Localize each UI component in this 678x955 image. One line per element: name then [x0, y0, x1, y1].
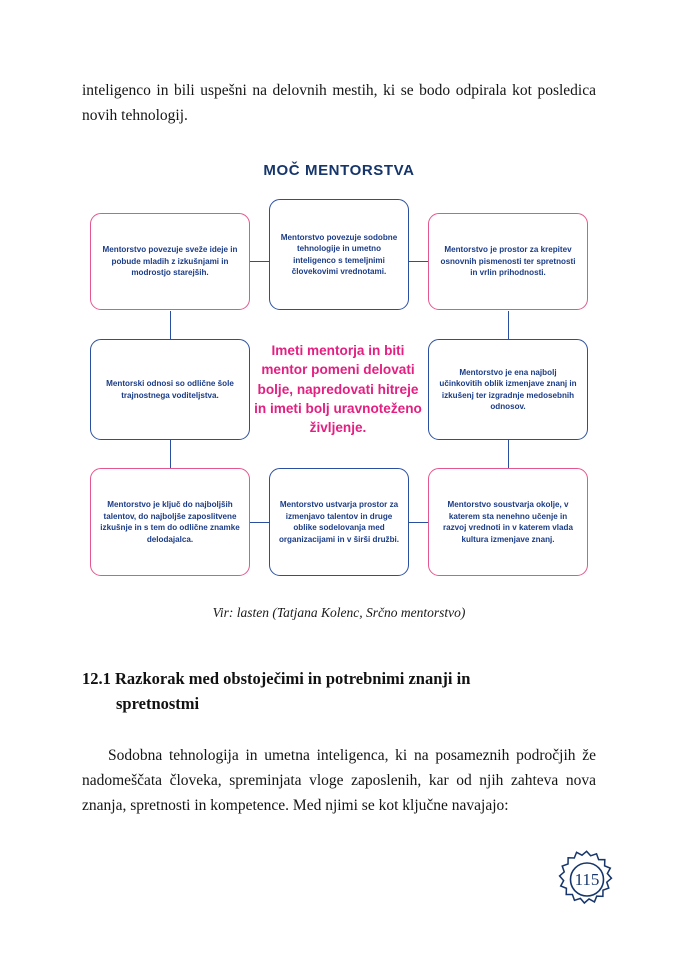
diagram-node-bottom-right [428, 468, 588, 576]
diagram-node-top-left-text: Mentorstvo povezuje sveže ideje in pobude mladih z izkušnjami in modrostjo starejših. [102, 245, 238, 278]
diagram-node-middle-right-text: Mentorstvo je ena najbolj učinkovitih oblik izmenjave znanj in izkušenj ter izgradnje medosebnih odnosov. [439, 367, 577, 412]
diagram-node-middle-left-text: Mentorski odnosi so odlične šole trajnostnega voditeljstva. [106, 379, 234, 400]
body-paragraph: Sodobna tehnologija in umetna inteligenca, ki na posameznih področjih že nadomeščata človeka, spreminjata vloge zaposlenih, kar od njih zahteva nova znanja, spretnosti in kompetence. Med njimi se kot ključne navajajo: [82, 746, 596, 814]
diagram-node-bottom-center [269, 468, 409, 576]
diagram-node-top-left [90, 213, 250, 310]
section-title-line1: Razkorak med obstoječimi in potrebnimi znanji in [115, 669, 471, 689]
figure-caption: Vir: lasten (Tatjana Kolenc, Srčno mentorstvo) [212, 605, 466, 621]
body-block [82, 743, 596, 818]
section-number: 12.1 [82, 669, 111, 689]
diagram-node-top-center-text: Mentorstvo povezuje sodobne tehnologije in umetno inteligenco s temeljnimi človekovimi vrednotami. [280, 232, 398, 277]
connector-left-vertical-upper [170, 311, 171, 339]
mentorship-diagram [82, 187, 596, 587]
connector-right-vertical-lower [508, 440, 509, 468]
page-number-badge [550, 843, 624, 917]
connector-right-vertical-upper [508, 311, 509, 339]
diagram-node-bottom-left-text: Mentorstvo je ključ do najboljših talentov, do najboljše zaposlitvene izkušnje in s tem do odlične znamke delodajalca. [100, 500, 240, 544]
diagram-node-bottom-right-text: Mentorstvo soustvarja okolje, v katerem sta nenehno učenje in razvoj vrednoti in v katerem vlada kultura izmenjave znanj. [442, 500, 573, 544]
connector-left-vertical-lower [170, 440, 171, 468]
section-heading [82, 667, 596, 717]
diagram-center-statement [250, 315, 426, 463]
diagram-node-top-right-text: Mentorstvo je prostor za krepitev osnovnih pismenosti ter spretnosti in vrlin prihodnosti. [440, 245, 576, 278]
diagram-node-bottom-left [90, 468, 250, 576]
diagram-node-middle-left [90, 339, 250, 440]
figure-title: MOČ MENTORSTVA [263, 162, 415, 180]
diagram-node-bottom-center-text: Mentorstvo ustvarja prostor za izmenjavo talentov in druge oblike sodelovanja med organizacijami in v širši družbi. [278, 500, 400, 544]
section-title-line2: spretnostmi [116, 693, 200, 713]
diagram-node-top-center [269, 199, 409, 310]
diagram-node-top-right [428, 213, 588, 310]
diagram-center-statement-text: Imeti mentorja in biti mentor pomeni delovati bolje, napredovati hitreje in imeti bolj uravnoteženo življenje. [254, 342, 422, 436]
top-paragraph: inteligenco in bili uspešni na delovnih mestih, ki se bodo odpirala kot posledica novih tehnologij. [82, 82, 596, 125]
diagram-node-middle-right [428, 339, 588, 440]
page-number: 115 [574, 870, 600, 889]
